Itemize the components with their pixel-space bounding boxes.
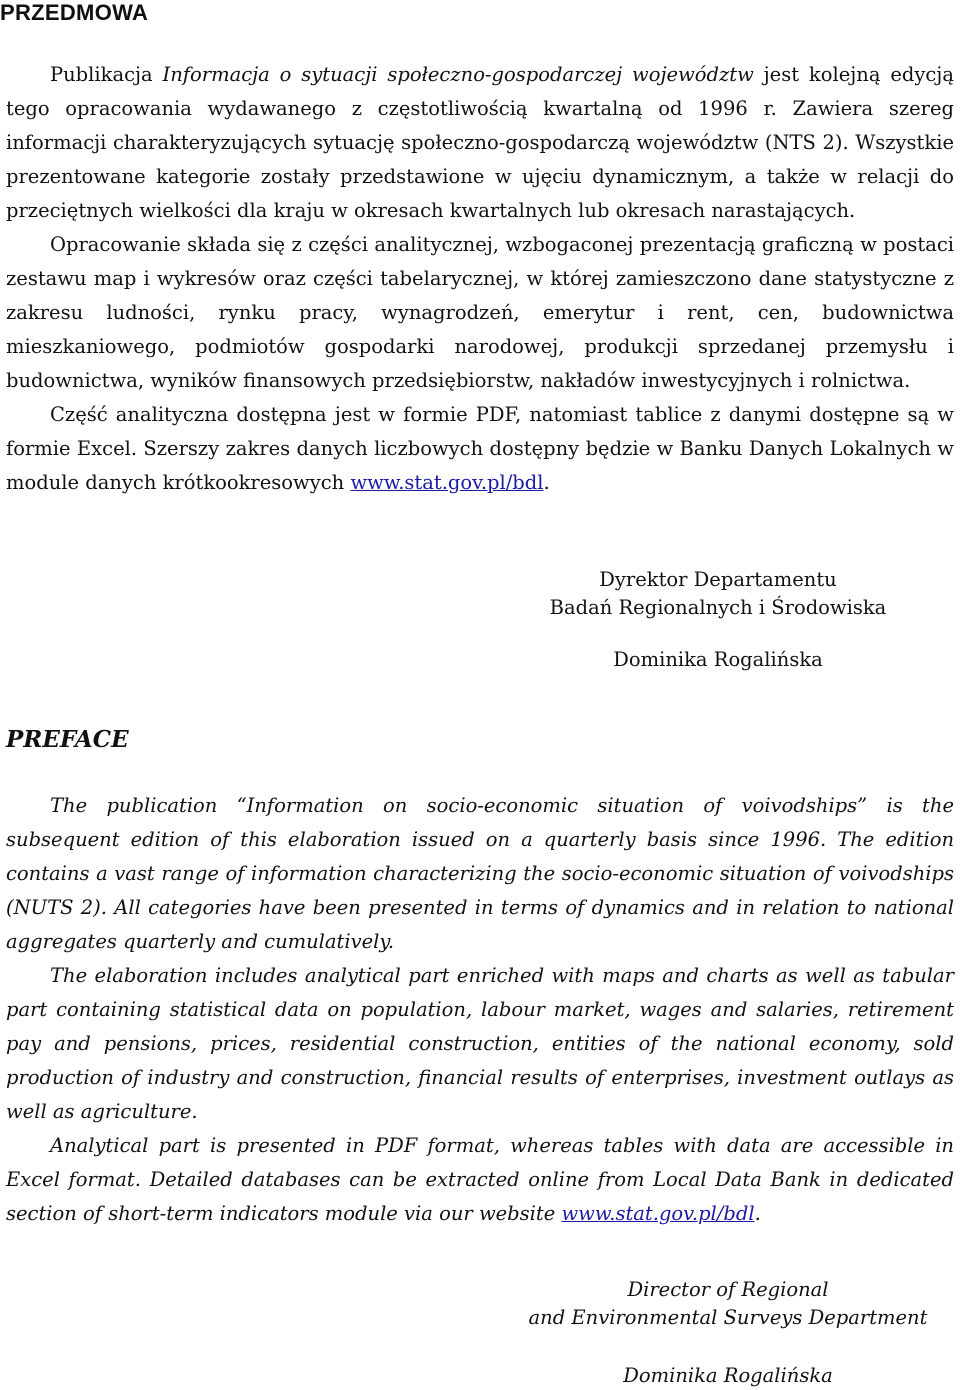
english-signature-name: Dominika Rogalińska — [623, 1364, 833, 1387]
english-signature-title-2: and Environmental Surveys Department — [528, 1306, 928, 1329]
heading-przedmowa: PRZEDMOWA — [0, 0, 149, 25]
english-signature-title-1: Director of Regional — [627, 1278, 829, 1301]
polish-signature-title-2: Badań Regionalnych i Środowiska — [549, 596, 887, 619]
polish-p1-body: jest kolejną edycją tego opracowania wydawanego z częstotliwością kwartalną od 1996 r. Zawiera szereg informacji charakteryzujących sytuację społeczno-gospodarczą województw (NTS 2). Wszystkie prezentowane kategorie zostały przedstawione w ujęciu dynamicznym, a także w relacji do przeciętnych wielkości dla kraju w okresach kwartalnych lub okresach narastających. — [6, 63, 954, 222]
english-paragraph-1: The publication “Information on socio-economic situation of voivodships” is the subsequent edition of this elaboration issued on a quarterly basis since 1996. The edition contains a vast range of information characterizing the socio-economic situation of voivodships (NUTS 2). All categories have been presented in terms of dynamics and in relation to national aggregates quarterly and cumulatively. — [6, 794, 954, 953]
publication-title: Informacja o sytuacji społeczno-gospodarczej województw — [162, 63, 754, 86]
polish-paragraph-1 — [6, 58, 954, 228]
polish-signature — [548, 566, 888, 674]
english-p3-end: . — [754, 1202, 761, 1225]
bdl-link-pl[interactable]: www.stat.gov.pl/bdl — [350, 471, 544, 494]
english-signature — [518, 1276, 938, 1390]
polish-p3-body: Część analityczna dostępna jest w formie PDF, natomiast tablice z danymi dostępne są w formie Excel. Szerszy zakres danych liczbowych dostępny będzie w Banku Danych Lokalnych w module danych krótkookresowych — [6, 403, 954, 494]
polish-p3-end: . — [543, 471, 550, 494]
polish-p1-intro: Publikacja — [50, 63, 163, 86]
heading-preface: PREFACE — [6, 726, 129, 753]
english-section — [6, 789, 954, 1231]
english-paragraph-2: The elaboration includes analytical part enriched with maps and charts as well as tabular part containing statistical data on population, labour market, wages and salaries, retirement pay and pensions, prices, residential construction, entities of the national economy, sold production of industry and construction, financial results of enterprises, investment outlays as well as agriculture. — [6, 964, 954, 1123]
bdl-link-en[interactable]: www.stat.gov.pl/bdl — [561, 1202, 755, 1225]
polish-signature-name: Dominika Rogalińska — [613, 648, 823, 671]
english-paragraph-3 — [6, 1129, 954, 1231]
polish-signature-title-1: Dyrektor Departamentu — [599, 568, 837, 591]
polish-paragraph-3 — [6, 398, 954, 500]
polish-section — [6, 58, 954, 500]
english-p3-body: Analytical part is presented in PDF format, whereas tables with data are accessible in Excel format. Detailed databases can be extracted online from Local Data Bank in dedicated section of short-term indicators module via our website — [6, 1134, 954, 1225]
polish-paragraph-2: Opracowanie składa się z części analitycznej, wzbogaconej prezentacją graficzną w postaci zestawu map i wykresów oraz części tabelarycznej, w której zamieszczono dane statystyczne z zakresu ludności, rynku pracy, wynagrodzeń, emerytur i rent, cen, budownictwa mieszkaniowego, podmiotów gospodarki narodowej, produkcji sprzedanej przemysłu i budownictwa, wyników finansowych przedsiębiorstw, nakładów inwestycyjnych i rolnictwa. — [6, 233, 954, 392]
